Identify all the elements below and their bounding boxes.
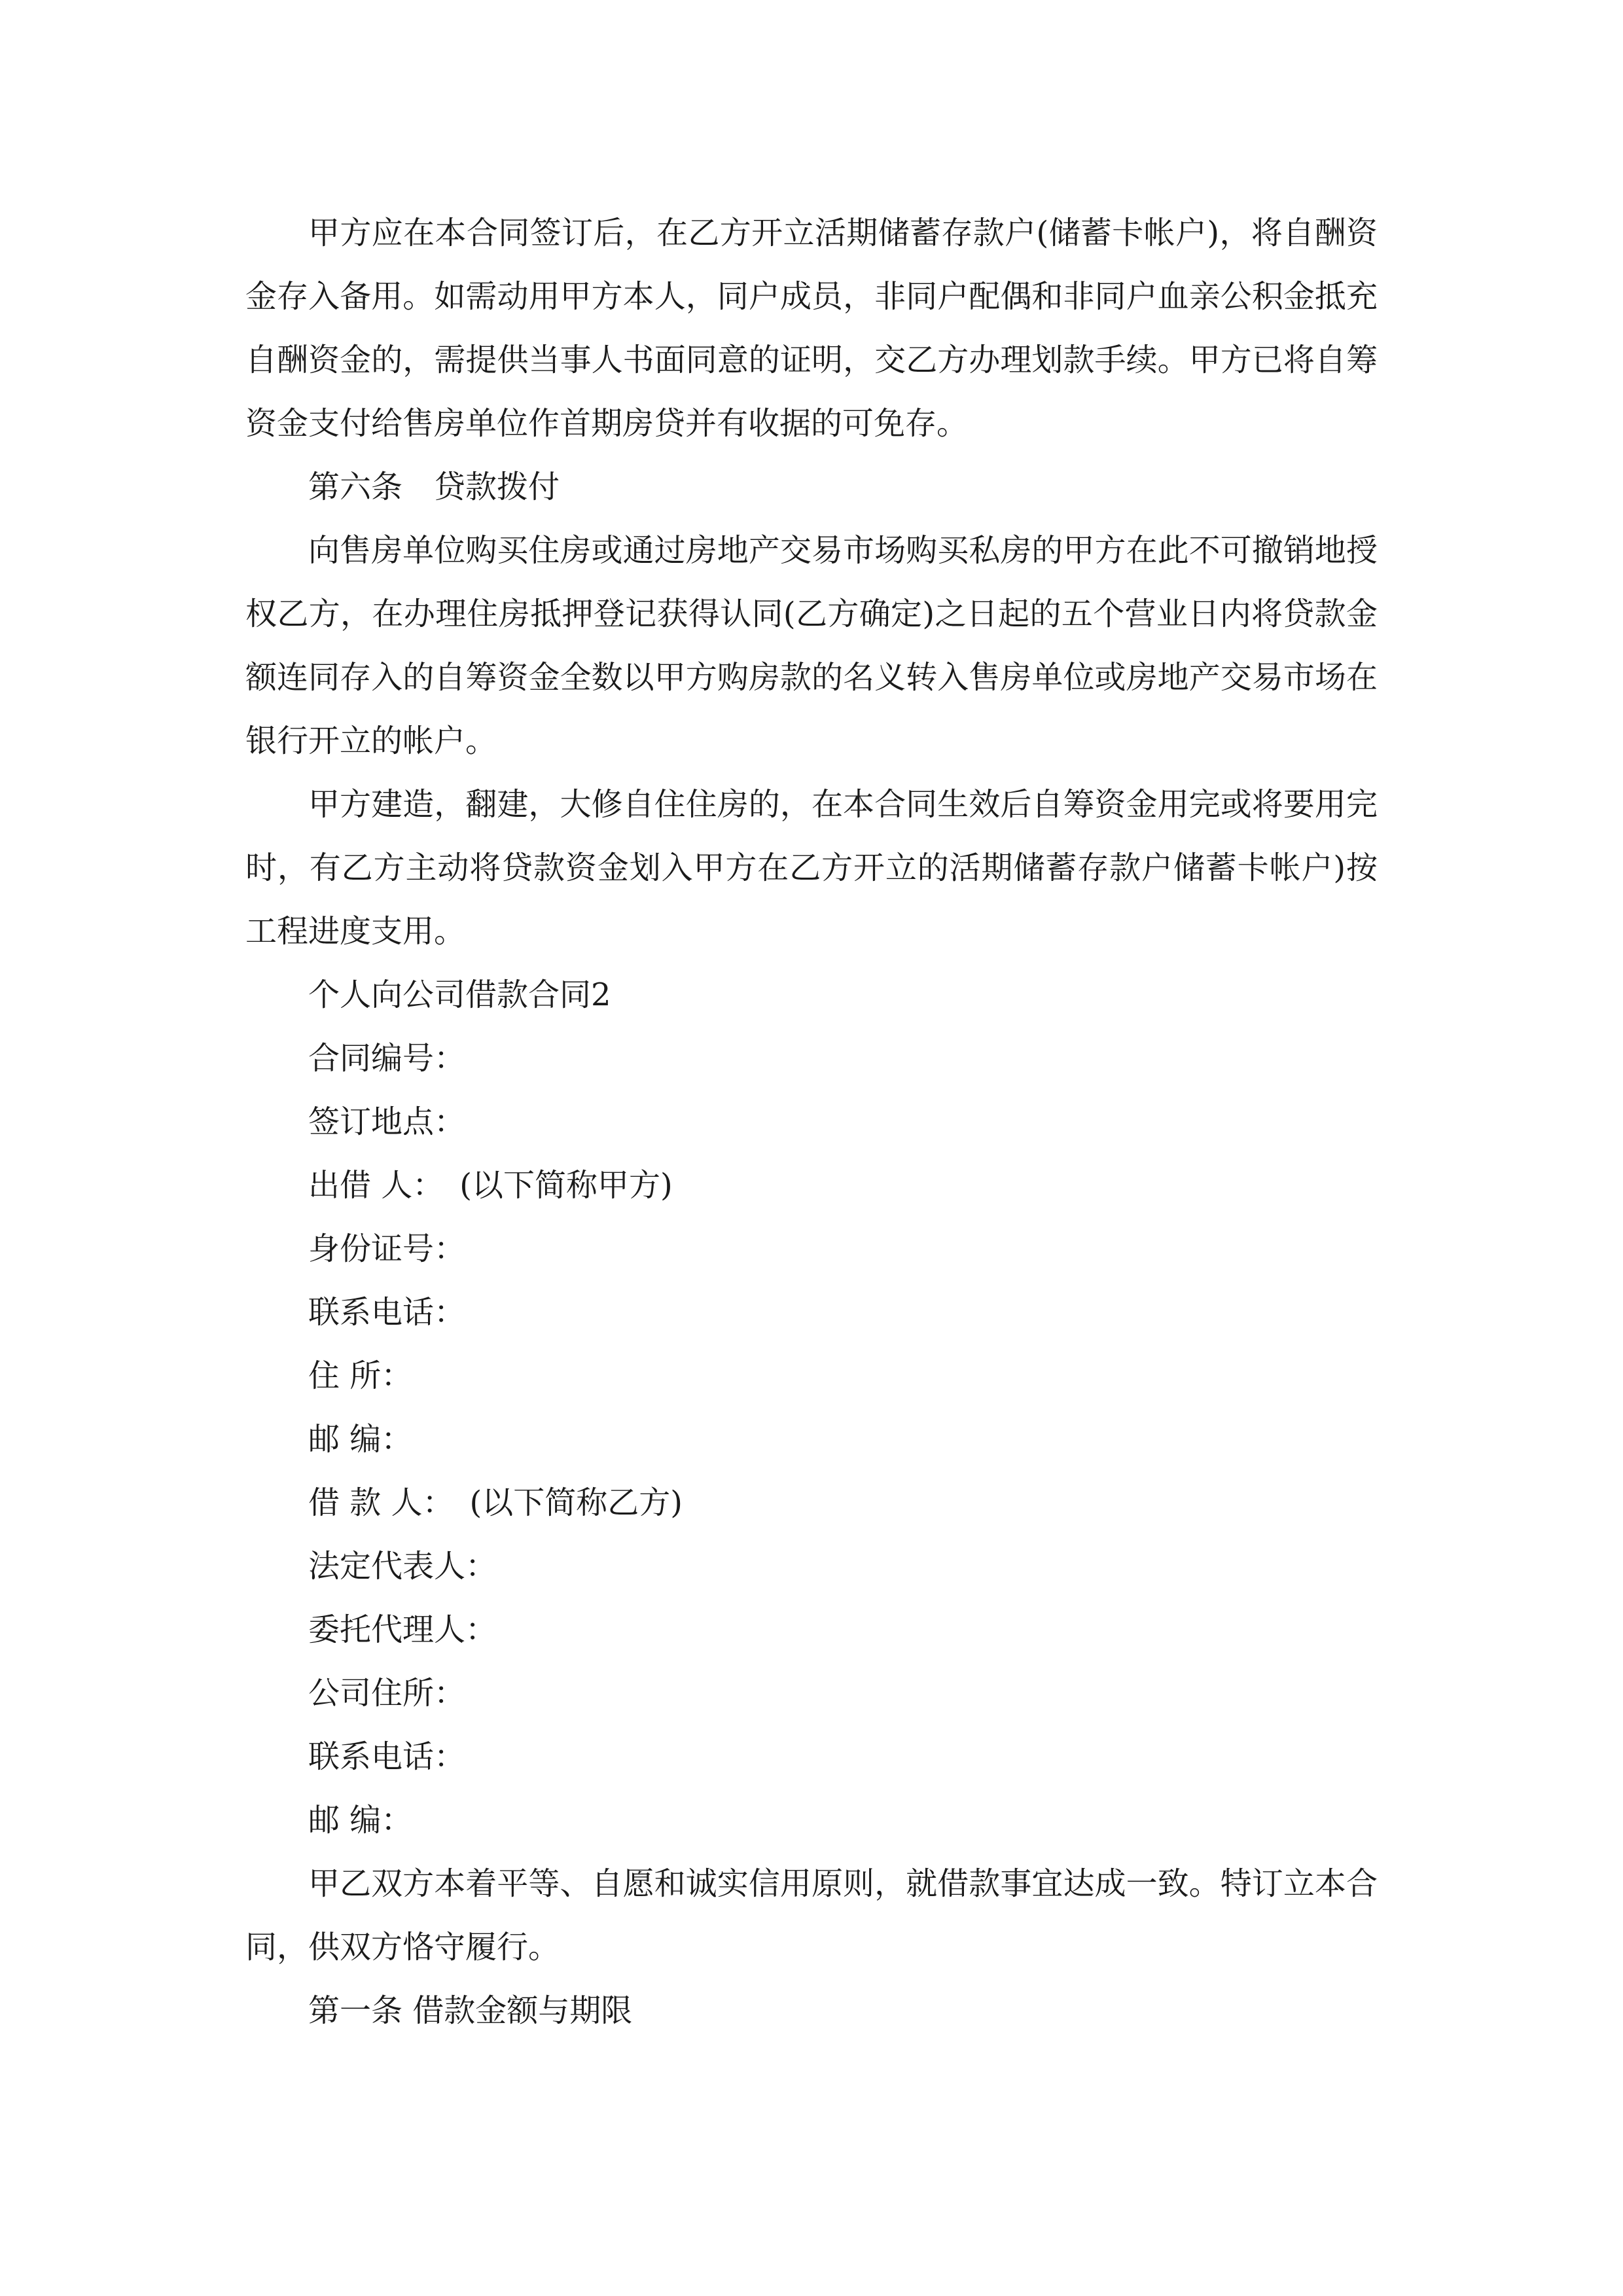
field-contract-number: 合同编号：	[308, 1040, 466, 1077]
field-lender-address: 住 所：	[308, 1357, 413, 1394]
document-body	[245, 202, 1378, 2043]
field-lender-phone: 联系电话：	[308, 1294, 466, 1331]
field-borrower: 借 款 人： (以下简称乙方)	[308, 1484, 683, 1521]
paragraph-self-funds: 甲方应在本合同签订后，在乙方开立活期储蓄存款户(储蓄卡帐户)，将自酬资金存入备用。如需动用甲方本人，同户成员，非同户配偶和非同户血亲公积金抵充自酬资金的，需提供当事人书面同意的证明，交乙方办理划款手续。甲方已将自筹资金支付给售房单位作首期房贷并有收据的可免存。	[245, 215, 1378, 442]
field-id-number: 身份证号：	[308, 1230, 466, 1267]
heading-article-6: 第六条 贷款拨付	[308, 469, 560, 505]
paragraph-construction-funds: 甲方建造，翻建，大修自住住房的，在本合同生效后自筹资金用完或将要用完时，有乙方主动将贷款资金划入甲方在乙方开立的活期储蓄存款户储蓄卡帐户)按工程进度支用。	[245, 786, 1378, 950]
field-company-address: 公司住所：	[308, 1675, 466, 1712]
paragraph-agreement-intro: 甲乙双方本着平等、自愿和诚实信用原则，就借款事宜达成一致。特订立本合同，供双方恪守履行。	[245, 1865, 1378, 1965]
field-lender-postcode: 邮 编：	[308, 1421, 413, 1458]
contract-title-2: 个人向公司借款合同2	[308, 977, 611, 1013]
field-legal-representative: 法定代表人：	[308, 1548, 497, 1585]
paragraph-loan-disbursement: 向售房单位购买住房或通过房地产交易市场购买私房的甲方在此不可撤销地授权乙方，在办理住房抵押登记获得认同(乙方确定)之日起的五个营业日内将贷款金额连同存入的自筹资金全数以甲方购房款的名义转入售房单位或房地产交易市场在银行开立的帐户。	[245, 532, 1378, 759]
field-signing-place: 签订地点：	[308, 1103, 466, 1140]
field-borrower-phone: 联系电话：	[308, 1738, 466, 1775]
field-lender: 出借 人： (以下简称甲方)	[308, 1167, 673, 1204]
heading-article-1: 第一条 借款金额与期限	[308, 1992, 633, 2029]
field-authorized-agent: 委托代理人：	[308, 1611, 497, 1648]
field-borrower-postcode: 邮 编：	[308, 1802, 413, 1839]
